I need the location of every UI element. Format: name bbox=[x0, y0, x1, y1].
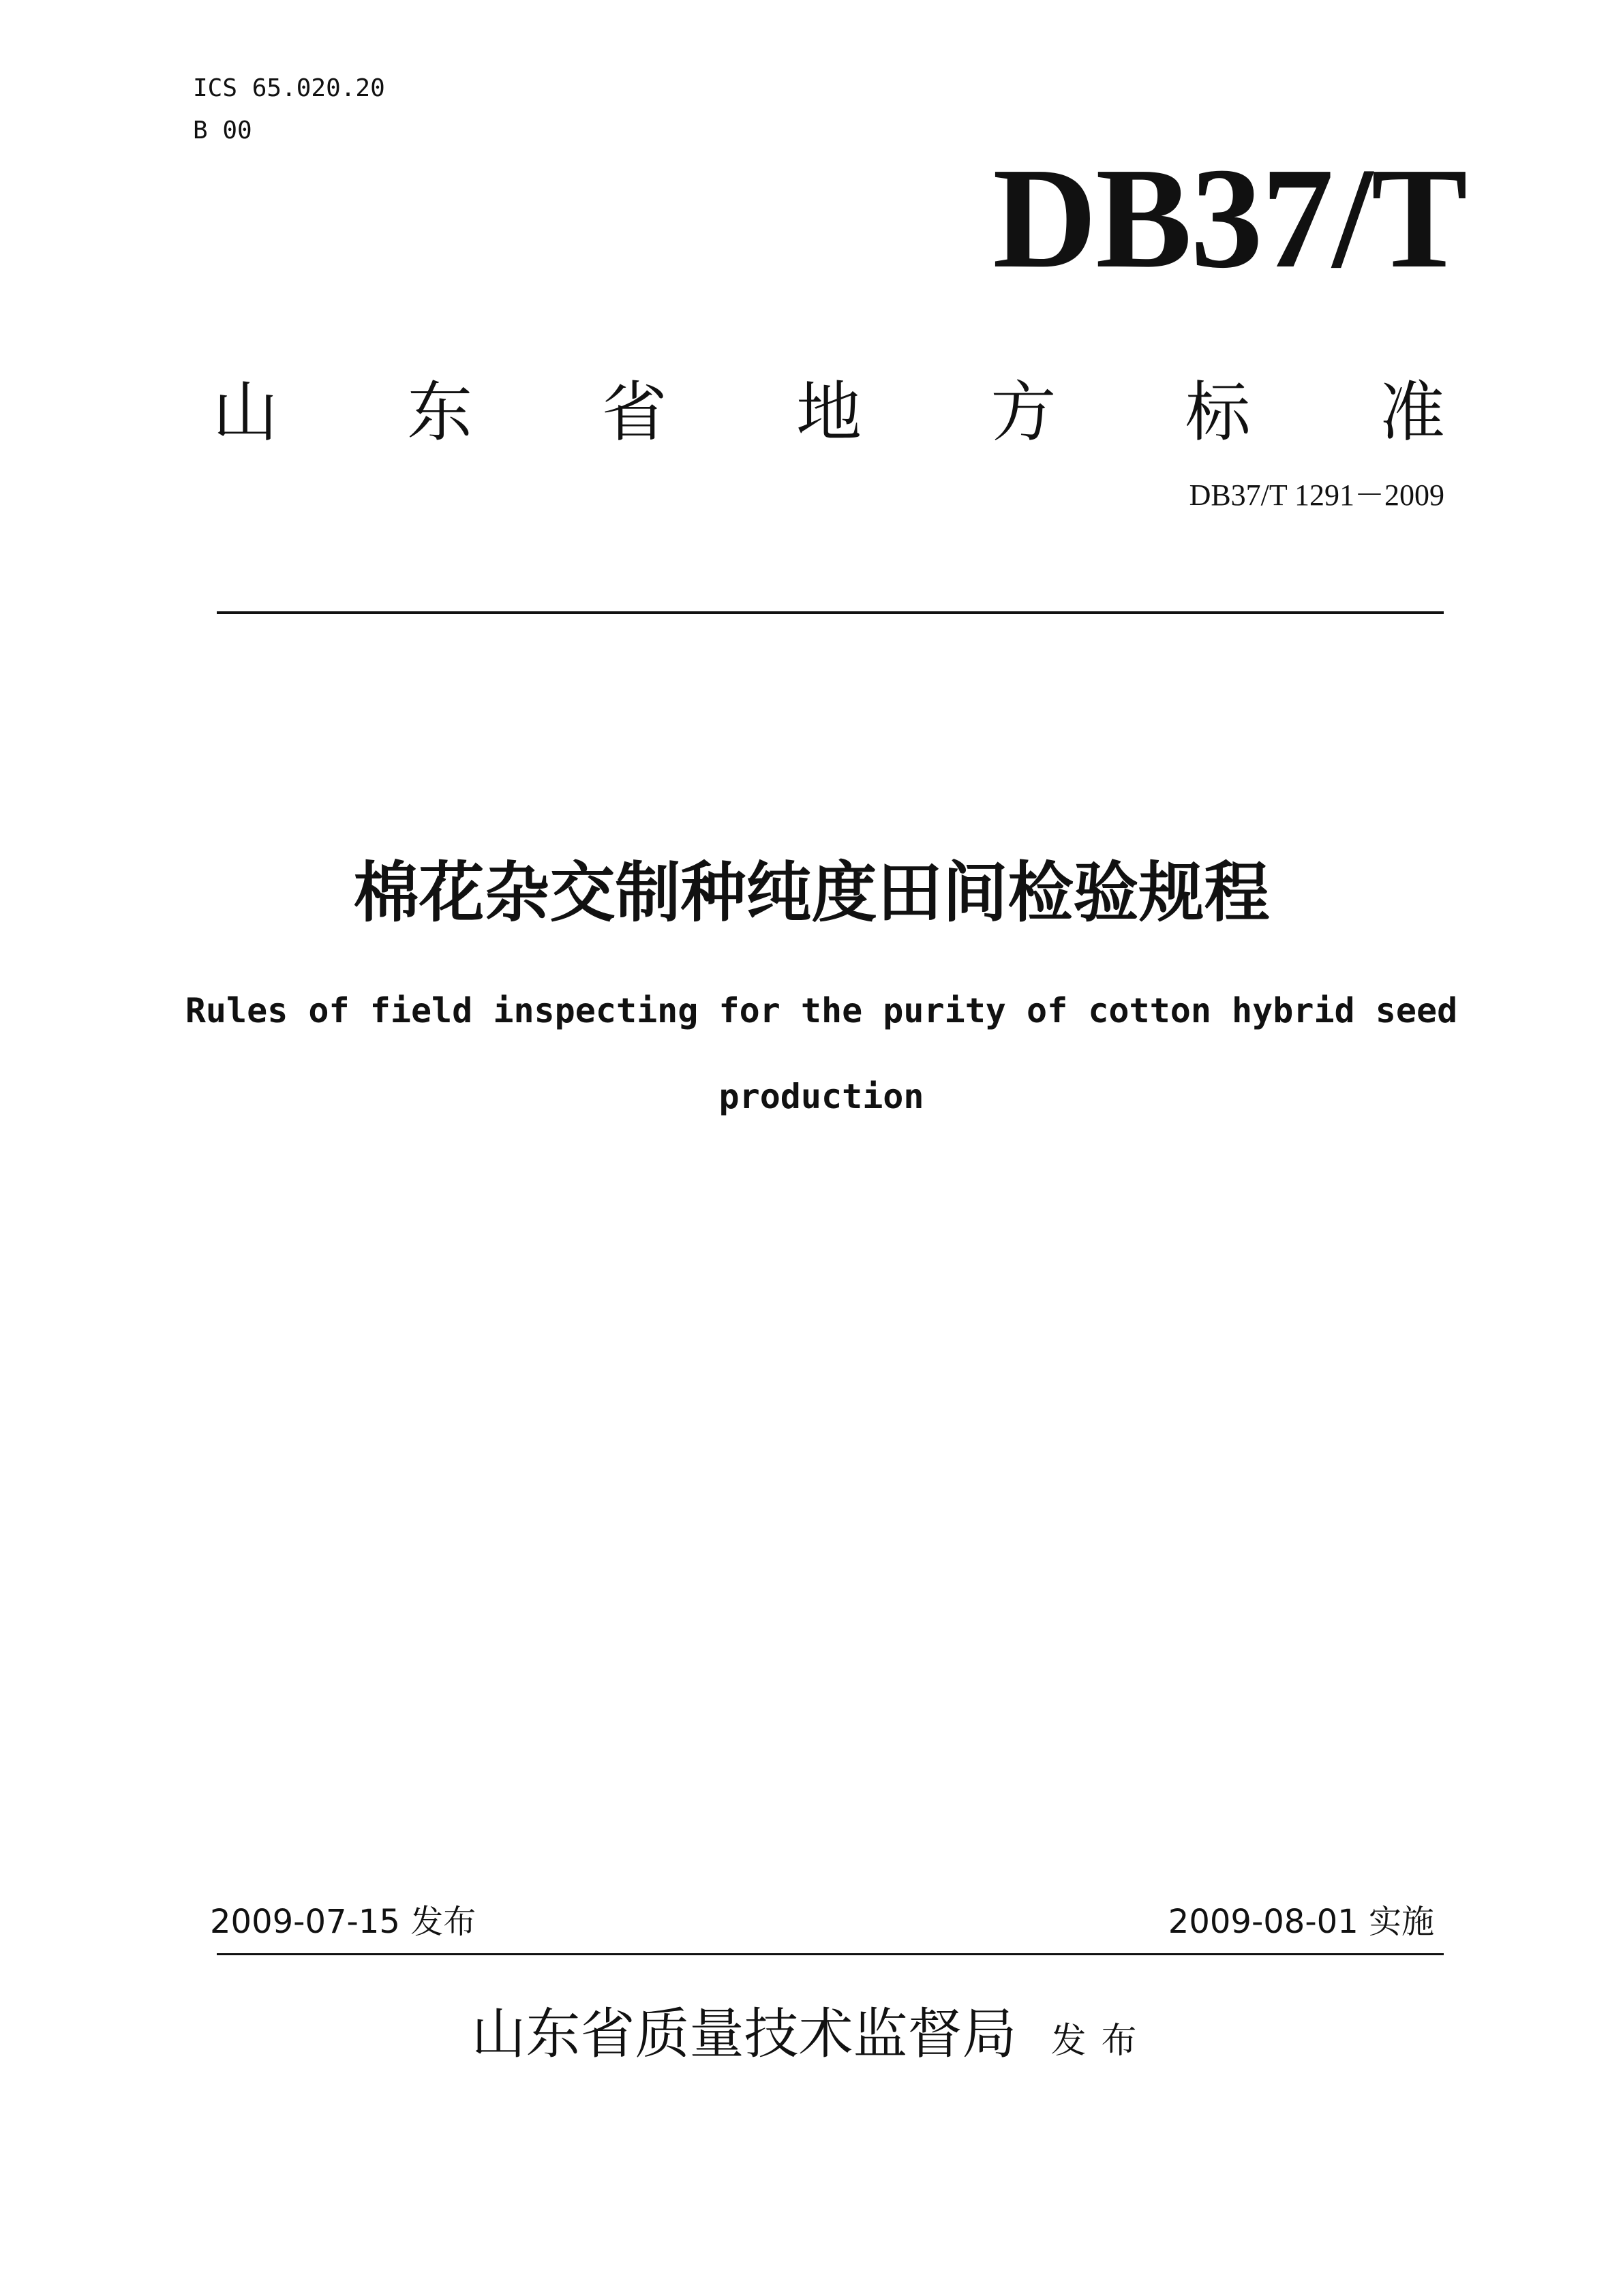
top-divider bbox=[217, 611, 1444, 614]
title-english: Rules of field inspecting for the purity of cotton hybrid seed production bbox=[185, 991, 1458, 1116]
standard-type-char: 方 bbox=[990, 374, 1057, 450]
title-chinese: 棉花杂交制种纯度田间检验规程 bbox=[353, 855, 1270, 931]
standard-type-char: 山 bbox=[213, 374, 278, 450]
bottom-divider bbox=[217, 1953, 1444, 1955]
standard-type-char: 标 bbox=[1185, 374, 1251, 450]
standard-number: DB37/T 1291－2009 bbox=[1189, 478, 1444, 512]
issuer-name: 山东省质量技术监督局 bbox=[471, 2002, 1017, 2066]
issuer-line bbox=[0, 2000, 1623, 2075]
standard-type-char: 地 bbox=[795, 374, 862, 450]
ics-code: ICS 65.020.20 bbox=[193, 74, 385, 102]
standard-code: DB37/T bbox=[992, 138, 1466, 298]
standard-type-char: 准 bbox=[1379, 374, 1445, 450]
standard-type bbox=[213, 371, 1445, 453]
issuer-suffix: 发布 bbox=[1050, 2021, 1152, 2062]
issue-date: 2009-07-15 发布 bbox=[210, 1903, 476, 1941]
standard-type-char: 东 bbox=[407, 374, 473, 450]
standard-type-char: 省 bbox=[601, 374, 667, 450]
implementation-date: 2009-08-01 实施 bbox=[1168, 1903, 1434, 1941]
ccs-code: B 00 bbox=[193, 117, 252, 144]
